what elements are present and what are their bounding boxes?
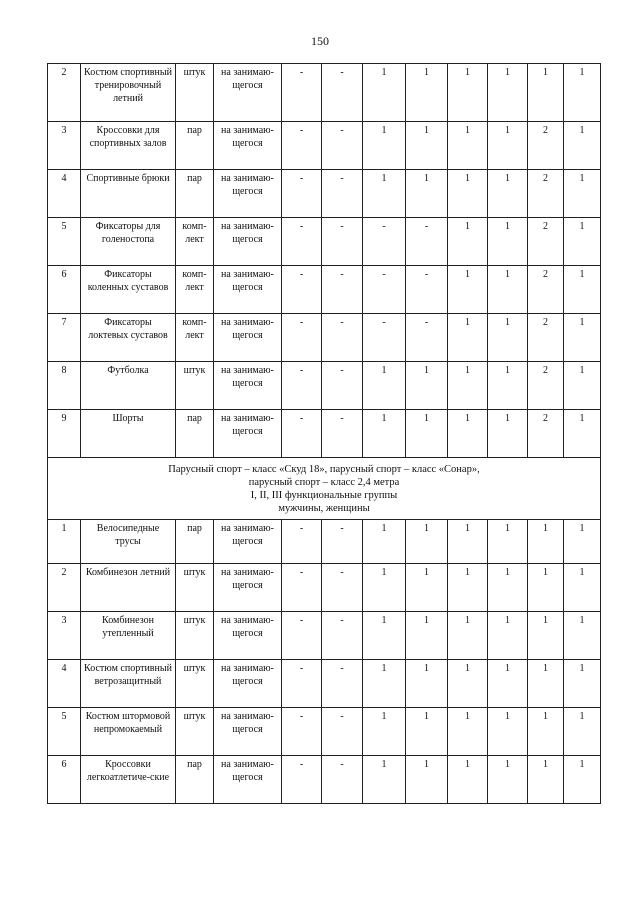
quantity-cell: 1 bbox=[564, 266, 601, 314]
item-name: Шорты bbox=[81, 410, 176, 458]
quantity-cell: 1 bbox=[448, 170, 488, 218]
quantity-cell: 1 bbox=[363, 410, 406, 458]
item-recipient: на занимаю-щегося bbox=[214, 520, 282, 564]
quantity-cell: - bbox=[322, 218, 363, 266]
quantity-cell: 1 bbox=[363, 612, 406, 660]
quantity-cell: 2 bbox=[528, 410, 564, 458]
quantity-cell: 2 bbox=[528, 122, 564, 170]
quantity-cell: 1 bbox=[363, 520, 406, 564]
item-name: Футболка bbox=[81, 362, 176, 410]
table-row bbox=[48, 410, 601, 458]
quantity-cell: - bbox=[282, 756, 322, 804]
item-name: Фиксаторы для голеностопа bbox=[81, 218, 176, 266]
quantity-cell: 1 bbox=[363, 660, 406, 708]
quantity-cell: 1 bbox=[488, 410, 528, 458]
quantity-cell: - bbox=[363, 314, 406, 362]
quantity-cell: 1 bbox=[448, 266, 488, 314]
table-row bbox=[48, 122, 601, 170]
quantity-cell: - bbox=[282, 520, 322, 564]
row-number: 2 bbox=[48, 564, 81, 612]
quantity-cell: - bbox=[322, 266, 363, 314]
quantity-cell: 1 bbox=[448, 756, 488, 804]
item-unit: штук bbox=[176, 612, 214, 660]
quantity-cell: - bbox=[322, 612, 363, 660]
table-row bbox=[48, 660, 601, 708]
item-recipient: на занимаю-щегося bbox=[214, 660, 282, 708]
row-number: 4 bbox=[48, 170, 81, 218]
item-unit: штук bbox=[176, 362, 214, 410]
quantity-cell: - bbox=[282, 612, 322, 660]
quantity-cell: 1 bbox=[406, 708, 448, 756]
quantity-cell: - bbox=[322, 756, 363, 804]
row-number: 6 bbox=[48, 756, 81, 804]
table-row bbox=[48, 64, 601, 122]
quantity-cell: 1 bbox=[564, 660, 601, 708]
quantity-cell: 1 bbox=[406, 410, 448, 458]
table-row bbox=[48, 218, 601, 266]
quantity-cell: 1 bbox=[406, 756, 448, 804]
quantity-cell: - bbox=[322, 64, 363, 122]
item-name: Комбинезон летний bbox=[81, 564, 176, 612]
quantity-cell: 1 bbox=[363, 564, 406, 612]
row-number: 5 bbox=[48, 218, 81, 266]
item-recipient: на занимаю-щегося bbox=[214, 612, 282, 660]
section-title bbox=[48, 458, 601, 520]
quantity-cell: - bbox=[406, 218, 448, 266]
item-name: Фиксаторы коленных суставов bbox=[81, 266, 176, 314]
table-row bbox=[48, 314, 601, 362]
quantity-cell: 1 bbox=[448, 362, 488, 410]
quantity-cell: 1 bbox=[488, 122, 528, 170]
item-unit: комп-лект bbox=[176, 218, 214, 266]
quantity-cell: 1 bbox=[488, 64, 528, 122]
quantity-cell: 1 bbox=[406, 64, 448, 122]
table-row bbox=[48, 756, 601, 804]
item-unit: штук bbox=[176, 708, 214, 756]
quantity-cell: - bbox=[406, 266, 448, 314]
quantity-cell: 1 bbox=[564, 708, 601, 756]
quantity-cell: 1 bbox=[564, 612, 601, 660]
quantity-cell: 2 bbox=[528, 266, 564, 314]
quantity-cell: 1 bbox=[448, 660, 488, 708]
quantity-cell: - bbox=[363, 218, 406, 266]
quantity-cell: 1 bbox=[448, 314, 488, 362]
quantity-cell: - bbox=[282, 314, 322, 362]
quantity-cell: 1 bbox=[528, 64, 564, 122]
equipment-table bbox=[47, 63, 601, 804]
row-number: 8 bbox=[48, 362, 81, 410]
quantity-cell: 1 bbox=[564, 218, 601, 266]
item-unit: пар bbox=[176, 756, 214, 804]
quantity-cell: 1 bbox=[363, 708, 406, 756]
item-unit: пар bbox=[176, 410, 214, 458]
quantity-cell: - bbox=[282, 564, 322, 612]
item-recipient: на занимаю-щегося bbox=[214, 218, 282, 266]
row-number: 2 bbox=[48, 64, 81, 122]
item-name: Комбинезон утепленный bbox=[81, 612, 176, 660]
quantity-cell: 1 bbox=[564, 520, 601, 564]
quantity-cell: 2 bbox=[528, 170, 564, 218]
quantity-cell: 2 bbox=[528, 362, 564, 410]
item-recipient: на занимаю-щегося bbox=[214, 170, 282, 218]
row-number: 3 bbox=[48, 612, 81, 660]
quantity-cell: - bbox=[282, 410, 322, 458]
quantity-cell: 1 bbox=[448, 64, 488, 122]
row-number: 5 bbox=[48, 708, 81, 756]
item-name: Костюм штормовой непромокаемый bbox=[81, 708, 176, 756]
quantity-cell: 1 bbox=[528, 660, 564, 708]
quantity-cell: 1 bbox=[488, 170, 528, 218]
section-header-row bbox=[48, 458, 601, 520]
row-number: 4 bbox=[48, 660, 81, 708]
quantity-cell: 2 bbox=[528, 314, 564, 362]
row-number: 3 bbox=[48, 122, 81, 170]
table-body bbox=[48, 64, 601, 804]
item-name: Кроссовки легкоатлетиче-ские bbox=[81, 756, 176, 804]
item-name: Кроссовки для спортивных залов bbox=[81, 122, 176, 170]
table-row bbox=[48, 362, 601, 410]
quantity-cell: 1 bbox=[488, 612, 528, 660]
quantity-cell: 1 bbox=[363, 170, 406, 218]
item-unit: штук bbox=[176, 64, 214, 122]
quantity-cell: - bbox=[282, 64, 322, 122]
table-row bbox=[48, 520, 601, 564]
quantity-cell: 1 bbox=[528, 756, 564, 804]
quantity-cell: 1 bbox=[488, 520, 528, 564]
quantity-cell: 1 bbox=[488, 314, 528, 362]
quantity-cell: 1 bbox=[406, 660, 448, 708]
quantity-cell: 1 bbox=[488, 218, 528, 266]
quantity-cell: - bbox=[322, 122, 363, 170]
section-title-line: I, II, III функциональные группы bbox=[250, 490, 398, 501]
quantity-cell: 1 bbox=[448, 410, 488, 458]
item-name: Костюм спортивный тренировочный летний bbox=[81, 64, 176, 122]
item-recipient: на занимаю-щегося bbox=[214, 564, 282, 612]
item-unit: штук bbox=[176, 564, 214, 612]
quantity-cell: 1 bbox=[528, 520, 564, 564]
item-unit: пар bbox=[176, 520, 214, 564]
item-recipient: на занимаю-щегося bbox=[214, 756, 282, 804]
quantity-cell: 1 bbox=[406, 122, 448, 170]
quantity-cell: 1 bbox=[406, 170, 448, 218]
quantity-cell: 1 bbox=[363, 756, 406, 804]
table-row bbox=[48, 266, 601, 314]
quantity-cell: 1 bbox=[564, 756, 601, 804]
quantity-cell: 1 bbox=[488, 564, 528, 612]
quantity-cell: 1 bbox=[528, 564, 564, 612]
quantity-cell: - bbox=[322, 564, 363, 612]
item-unit: комп-лект bbox=[176, 314, 214, 362]
quantity-cell: 1 bbox=[448, 612, 488, 660]
quantity-cell: 1 bbox=[564, 314, 601, 362]
quantity-cell: 1 bbox=[448, 708, 488, 756]
quantity-cell: 2 bbox=[528, 218, 564, 266]
quantity-cell: 1 bbox=[488, 756, 528, 804]
item-recipient: на занимаю-щегося bbox=[214, 410, 282, 458]
item-name: Спортивные брюки bbox=[81, 170, 176, 218]
page-number: 150 bbox=[311, 34, 329, 48]
table-row bbox=[48, 170, 601, 218]
item-recipient: на занимаю-щегося bbox=[214, 64, 282, 122]
section-title-line: парусный спорт – класс 2,4 метра bbox=[248, 477, 400, 488]
quantity-cell: - bbox=[282, 218, 322, 266]
quantity-cell: - bbox=[406, 314, 448, 362]
table-row bbox=[48, 564, 601, 612]
quantity-cell: 1 bbox=[564, 64, 601, 122]
item-recipient: на занимаю-щегося bbox=[214, 362, 282, 410]
quantity-cell: - bbox=[322, 314, 363, 362]
item-name: Фиксаторы локтевых суставов bbox=[81, 314, 176, 362]
item-unit: комп-лект bbox=[176, 266, 214, 314]
quantity-cell: 1 bbox=[406, 612, 448, 660]
item-recipient: на занимаю-щегося bbox=[214, 122, 282, 170]
table-row bbox=[48, 708, 601, 756]
section-title-line: Парусный спорт – класс «Скуд 18», парусный спорт – класс «Сонар», bbox=[168, 464, 480, 475]
item-unit: пар bbox=[176, 122, 214, 170]
quantity-cell: - bbox=[282, 708, 322, 756]
quantity-cell: 1 bbox=[528, 612, 564, 660]
quantity-cell: - bbox=[282, 660, 322, 708]
row-number: 1 bbox=[48, 520, 81, 564]
quantity-cell: - bbox=[322, 520, 363, 564]
quantity-cell: 1 bbox=[448, 564, 488, 612]
item-recipient: на занимаю-щегося bbox=[214, 314, 282, 362]
quantity-cell: 1 bbox=[528, 708, 564, 756]
quantity-cell: 1 bbox=[406, 520, 448, 564]
quantity-cell: 1 bbox=[488, 362, 528, 410]
row-number: 9 bbox=[48, 410, 81, 458]
quantity-cell: 1 bbox=[363, 122, 406, 170]
item-unit: пар bbox=[176, 170, 214, 218]
quantity-cell: - bbox=[322, 362, 363, 410]
item-recipient: на занимаю-щегося bbox=[214, 708, 282, 756]
item-name: Велосипедные трусы bbox=[81, 520, 176, 564]
quantity-cell: 1 bbox=[488, 266, 528, 314]
quantity-cell: - bbox=[282, 122, 322, 170]
quantity-cell: 1 bbox=[448, 122, 488, 170]
section-title-line: мужчины, женщины bbox=[278, 503, 370, 514]
quantity-cell: 1 bbox=[406, 362, 448, 410]
quantity-cell: 1 bbox=[564, 410, 601, 458]
quantity-cell: 1 bbox=[363, 362, 406, 410]
item-name: Костюм спортивный ветрозащитный bbox=[81, 660, 176, 708]
quantity-cell: - bbox=[282, 266, 322, 314]
quantity-cell: - bbox=[322, 410, 363, 458]
item-unit: штук bbox=[176, 660, 214, 708]
quantity-cell: 1 bbox=[448, 218, 488, 266]
row-number: 7 bbox=[48, 314, 81, 362]
quantity-cell: 1 bbox=[564, 564, 601, 612]
quantity-cell: 1 bbox=[488, 660, 528, 708]
quantity-cell: 1 bbox=[448, 520, 488, 564]
quantity-cell: 1 bbox=[363, 64, 406, 122]
quantity-cell: 1 bbox=[564, 170, 601, 218]
quantity-cell: - bbox=[282, 362, 322, 410]
quantity-cell: 1 bbox=[564, 122, 601, 170]
row-number: 6 bbox=[48, 266, 81, 314]
quantity-cell: - bbox=[322, 708, 363, 756]
quantity-cell: 1 bbox=[488, 708, 528, 756]
table-row bbox=[48, 612, 601, 660]
quantity-cell: - bbox=[322, 660, 363, 708]
quantity-cell: - bbox=[282, 170, 322, 218]
quantity-cell: 1 bbox=[406, 564, 448, 612]
quantity-cell: 1 bbox=[564, 362, 601, 410]
quantity-cell: - bbox=[322, 170, 363, 218]
quantity-cell: - bbox=[363, 266, 406, 314]
item-recipient: на занимаю-щегося bbox=[214, 266, 282, 314]
